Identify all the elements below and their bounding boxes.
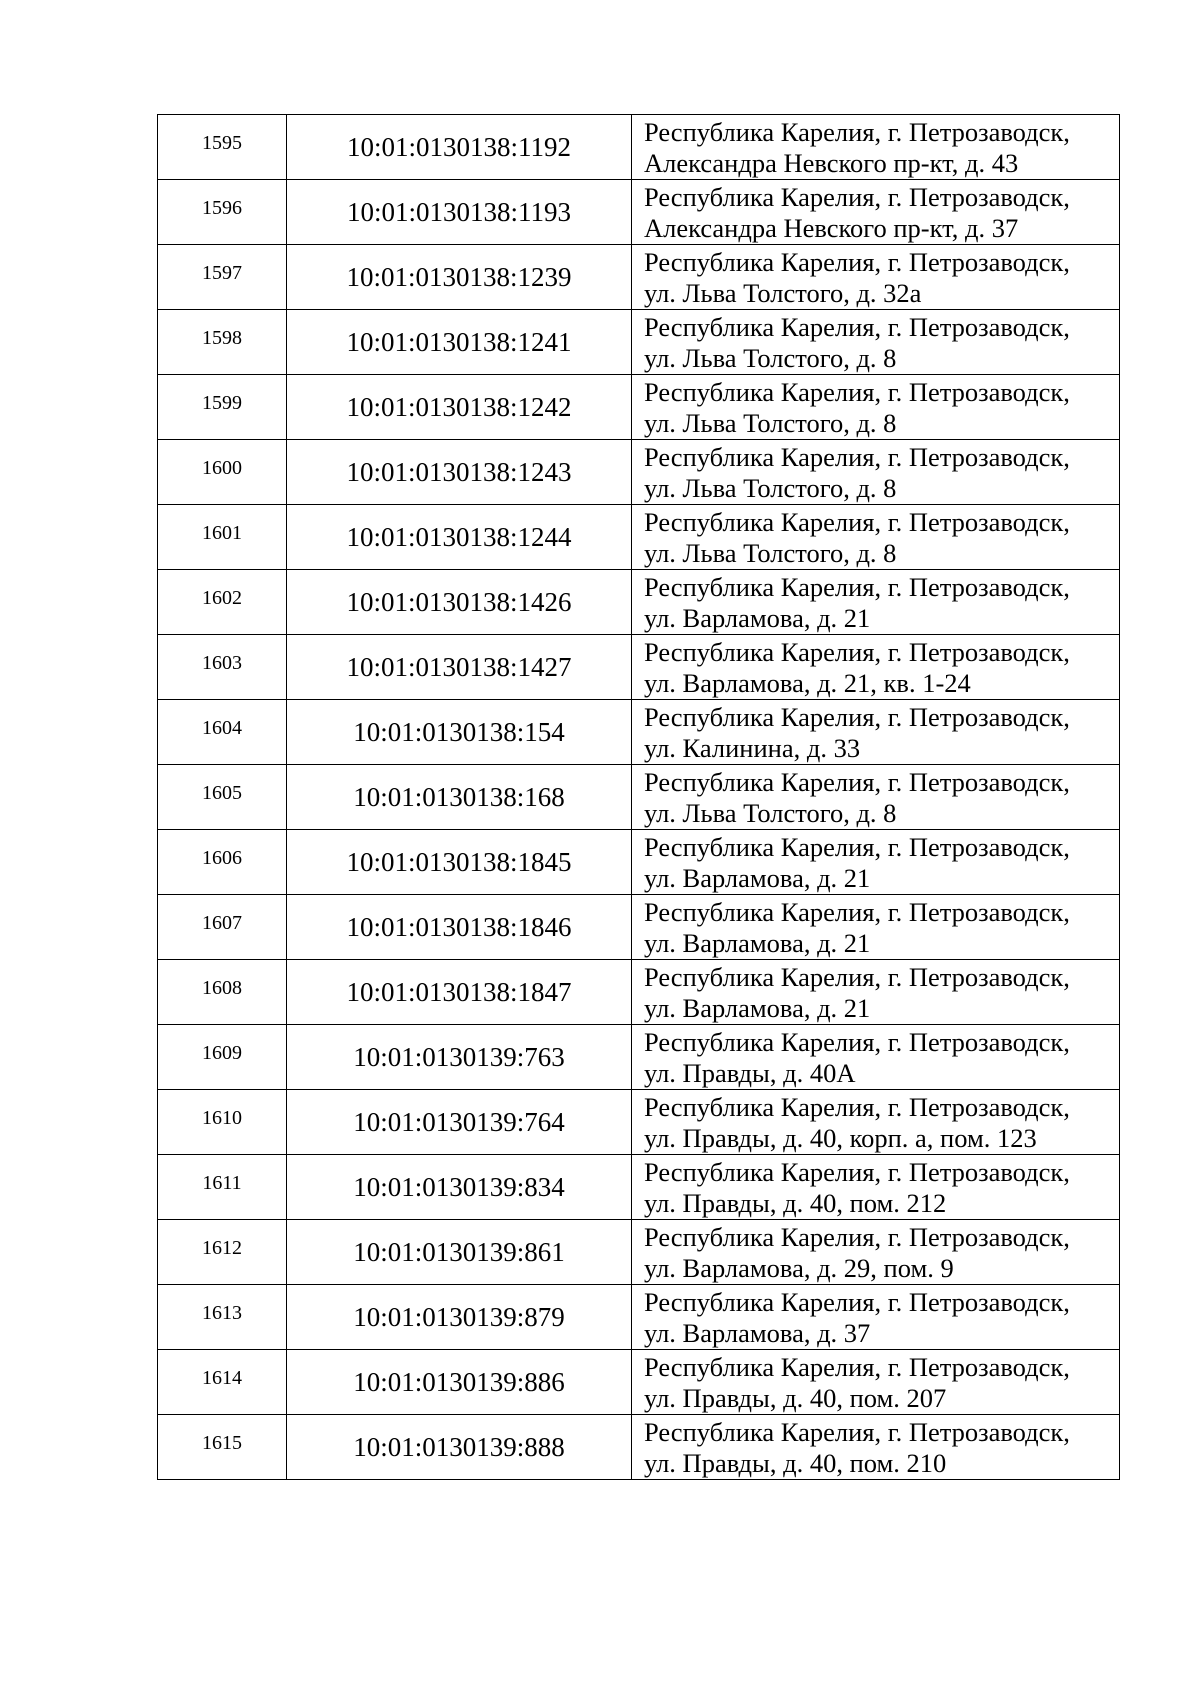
address-line-region: Республика Карелия, г. Петрозаводск,: [644, 832, 1070, 862]
row-number-cell: 1600: [158, 440, 287, 505]
address-line-street: ул. Правды, д. 40, пом. 207: [644, 1383, 947, 1413]
registry-table-body: [158, 115, 1120, 1480]
table-row: [158, 1155, 1120, 1220]
cadastral-number-cell: 10:01:0130139:879: [287, 1285, 632, 1350]
address-cell: [632, 505, 1120, 570]
cadastral-number-cell: 10:01:0130138:1241: [287, 310, 632, 375]
address-line-region: Республика Карелия, г. Петрозаводск,: [644, 1222, 1070, 1252]
cadastral-number-cell: 10:01:0130138:154: [287, 700, 632, 765]
table-row: [158, 830, 1120, 895]
table-row: [158, 960, 1120, 1025]
cadastral-number-cell: 10:01:0130138:1192: [287, 115, 632, 180]
address-line-street: ул. Правды, д. 40, пом. 212: [644, 1188, 947, 1218]
address-line-street: ул. Льва Толстого, д. 32а: [644, 278, 922, 308]
address-line-street: ул. Льва Толстого, д. 8: [644, 343, 897, 373]
table-row: [158, 115, 1120, 180]
table-row: [158, 1025, 1120, 1090]
address-line-street: ул. Варламова, д. 21: [644, 603, 871, 633]
row-number-cell: 1595: [158, 115, 287, 180]
row-number-cell: 1606: [158, 830, 287, 895]
row-number-cell: 1603: [158, 635, 287, 700]
address-line-region: Республика Карелия, г. Петрозаводск,: [644, 377, 1070, 407]
table-row: [158, 505, 1120, 570]
address-cell: [632, 700, 1120, 765]
address-cell: [632, 115, 1120, 180]
cadastral-number-cell: 10:01:0130138:1193: [287, 180, 632, 245]
cadastral-number-cell: 10:01:0130138:168: [287, 765, 632, 830]
address-line-region: Республика Карелия, г. Петрозаводск,: [644, 962, 1070, 992]
cadastral-number-cell: 10:01:0130138:1847: [287, 960, 632, 1025]
address-line-street: ул. Варламова, д. 21: [644, 928, 871, 958]
row-number-cell: 1598: [158, 310, 287, 375]
row-number-cell: 1614: [158, 1350, 287, 1415]
cadastral-number-cell: 10:01:0130139:886: [287, 1350, 632, 1415]
address-line-region: Республика Карелия, г. Петрозаводск,: [644, 182, 1070, 212]
address-line-region: Республика Карелия, г. Петрозаводск,: [644, 637, 1070, 667]
address-cell: [632, 1350, 1120, 1415]
address-line-street: ул. Калинина, д. 33: [644, 733, 861, 763]
address-line-street: ул. Варламова, д. 21: [644, 993, 871, 1023]
row-number-cell: 1596: [158, 180, 287, 245]
cadastral-number-cell: 10:01:0130138:1239: [287, 245, 632, 310]
table-row: [158, 895, 1120, 960]
row-number-cell: 1601: [158, 505, 287, 570]
address-cell: [632, 440, 1120, 505]
address-line-region: Республика Карелия, г. Петрозаводск,: [644, 507, 1070, 537]
address-line-region: Республика Карелия, г. Петрозаводск,: [644, 1092, 1070, 1122]
address-line-street: ул. Варламова, д. 21, кв. 1-24: [644, 668, 971, 698]
table-row: [158, 440, 1120, 505]
table-row: [158, 700, 1120, 765]
address-line-street: ул. Правды, д. 40А: [644, 1058, 856, 1088]
table-row: [158, 635, 1120, 700]
address-line-region: Республика Карелия, г. Петрозаводск,: [644, 702, 1070, 732]
address-cell: [632, 765, 1120, 830]
cadastral-number-cell: 10:01:0130138:1242: [287, 375, 632, 440]
address-cell: [632, 635, 1120, 700]
address-cell: [632, 895, 1120, 960]
address-cell: [632, 570, 1120, 635]
address-line-street: ул. Варламова, д. 29, пом. 9: [644, 1253, 954, 1283]
table-row: [158, 245, 1120, 310]
table-row: [158, 180, 1120, 245]
row-number-cell: 1610: [158, 1090, 287, 1155]
cadastral-number-cell: 10:01:0130138:1426: [287, 570, 632, 635]
address-line-region: Республика Карелия, г. Петрозаводск,: [644, 572, 1070, 602]
address-line-region: Республика Карелия, г. Петрозаводск,: [644, 1417, 1070, 1447]
cadastral-number-cell: 10:01:0130139:861: [287, 1220, 632, 1285]
address-line-region: Республика Карелия, г. Петрозаводск,: [644, 312, 1070, 342]
address-cell: [632, 1090, 1120, 1155]
row-number-cell: 1602: [158, 570, 287, 635]
address-line-street: ул. Льва Толстого, д. 8: [644, 798, 897, 828]
address-cell: [632, 1415, 1120, 1480]
address-line-street: ул. Варламова, д. 37: [644, 1318, 871, 1348]
cadastral-number-cell: 10:01:0130138:1427: [287, 635, 632, 700]
cadastral-number-cell: 10:01:0130138:1846: [287, 895, 632, 960]
cadastral-number-cell: 10:01:0130139:888: [287, 1415, 632, 1480]
row-number-cell: 1609: [158, 1025, 287, 1090]
address-cell: [632, 1155, 1120, 1220]
table-row: [158, 310, 1120, 375]
table-row: [158, 1090, 1120, 1155]
address-line-street: Александра Невского пр-кт, д. 43: [644, 148, 1019, 178]
address-line-street: ул. Льва Толстого, д. 8: [644, 538, 897, 568]
row-number-cell: 1612: [158, 1220, 287, 1285]
address-cell: [632, 1285, 1120, 1350]
cadastral-number-cell: 10:01:0130139:834: [287, 1155, 632, 1220]
address-line-region: Республика Карелия, г. Петрозаводск,: [644, 442, 1070, 472]
address-cell: [632, 180, 1120, 245]
cadastral-number-cell: 10:01:0130139:763: [287, 1025, 632, 1090]
address-line-region: Республика Карелия, г. Петрозаводск,: [644, 897, 1070, 927]
row-number-cell: 1608: [158, 960, 287, 1025]
table-row: [158, 570, 1120, 635]
address-cell: [632, 375, 1120, 440]
row-number-cell: 1605: [158, 765, 287, 830]
address-line-region: Республика Карелия, г. Петрозаводск,: [644, 1157, 1070, 1187]
row-number-cell: 1607: [158, 895, 287, 960]
address-line-street: ул. Варламова, д. 21: [644, 863, 871, 893]
address-cell: [632, 830, 1120, 895]
table-row: [158, 765, 1120, 830]
property-registry-table: [157, 114, 1120, 1480]
row-number-cell: 1615: [158, 1415, 287, 1480]
address-line-street: ул. Правды, д. 40, пом. 210: [644, 1448, 947, 1478]
address-line-street: ул. Правды, д. 40, корп. а, пом. 123: [644, 1123, 1037, 1153]
address-cell: [632, 1220, 1120, 1285]
row-number-cell: 1611: [158, 1155, 287, 1220]
address-line-street: Александра Невского пр-кт, д. 37: [644, 213, 1019, 243]
address-line-region: Республика Карелия, г. Петрозаводск,: [644, 767, 1070, 797]
table-row: [158, 1220, 1120, 1285]
table-row: [158, 1350, 1120, 1415]
address-cell: [632, 245, 1120, 310]
table-row: [158, 1285, 1120, 1350]
address-line-street: ул. Льва Толстого, д. 8: [644, 473, 897, 503]
address-cell: [632, 960, 1120, 1025]
address-line-region: Республика Карелия, г. Петрозаводск,: [644, 117, 1070, 147]
cadastral-number-cell: 10:01:0130138:1845: [287, 830, 632, 895]
cadastral-number-cell: 10:01:0130138:1244: [287, 505, 632, 570]
address-line-region: Республика Карелия, г. Петрозаводск,: [644, 1352, 1070, 1382]
row-number-cell: 1599: [158, 375, 287, 440]
address-line-region: Республика Карелия, г. Петрозаводск,: [644, 1027, 1070, 1057]
table-row: [158, 375, 1120, 440]
row-number-cell: 1613: [158, 1285, 287, 1350]
row-number-cell: 1604: [158, 700, 287, 765]
cadastral-number-cell: 10:01:0130138:1243: [287, 440, 632, 505]
cadastral-number-cell: 10:01:0130139:764: [287, 1090, 632, 1155]
address-cell: [632, 310, 1120, 375]
address-cell: [632, 1025, 1120, 1090]
row-number-cell: 1597: [158, 245, 287, 310]
address-line-street: ул. Льва Толстого, д. 8: [644, 408, 897, 438]
address-line-region: Республика Карелия, г. Петрозаводск,: [644, 1287, 1070, 1317]
address-line-region: Республика Карелия, г. Петрозаводск,: [644, 247, 1070, 277]
table-row: [158, 1415, 1120, 1480]
